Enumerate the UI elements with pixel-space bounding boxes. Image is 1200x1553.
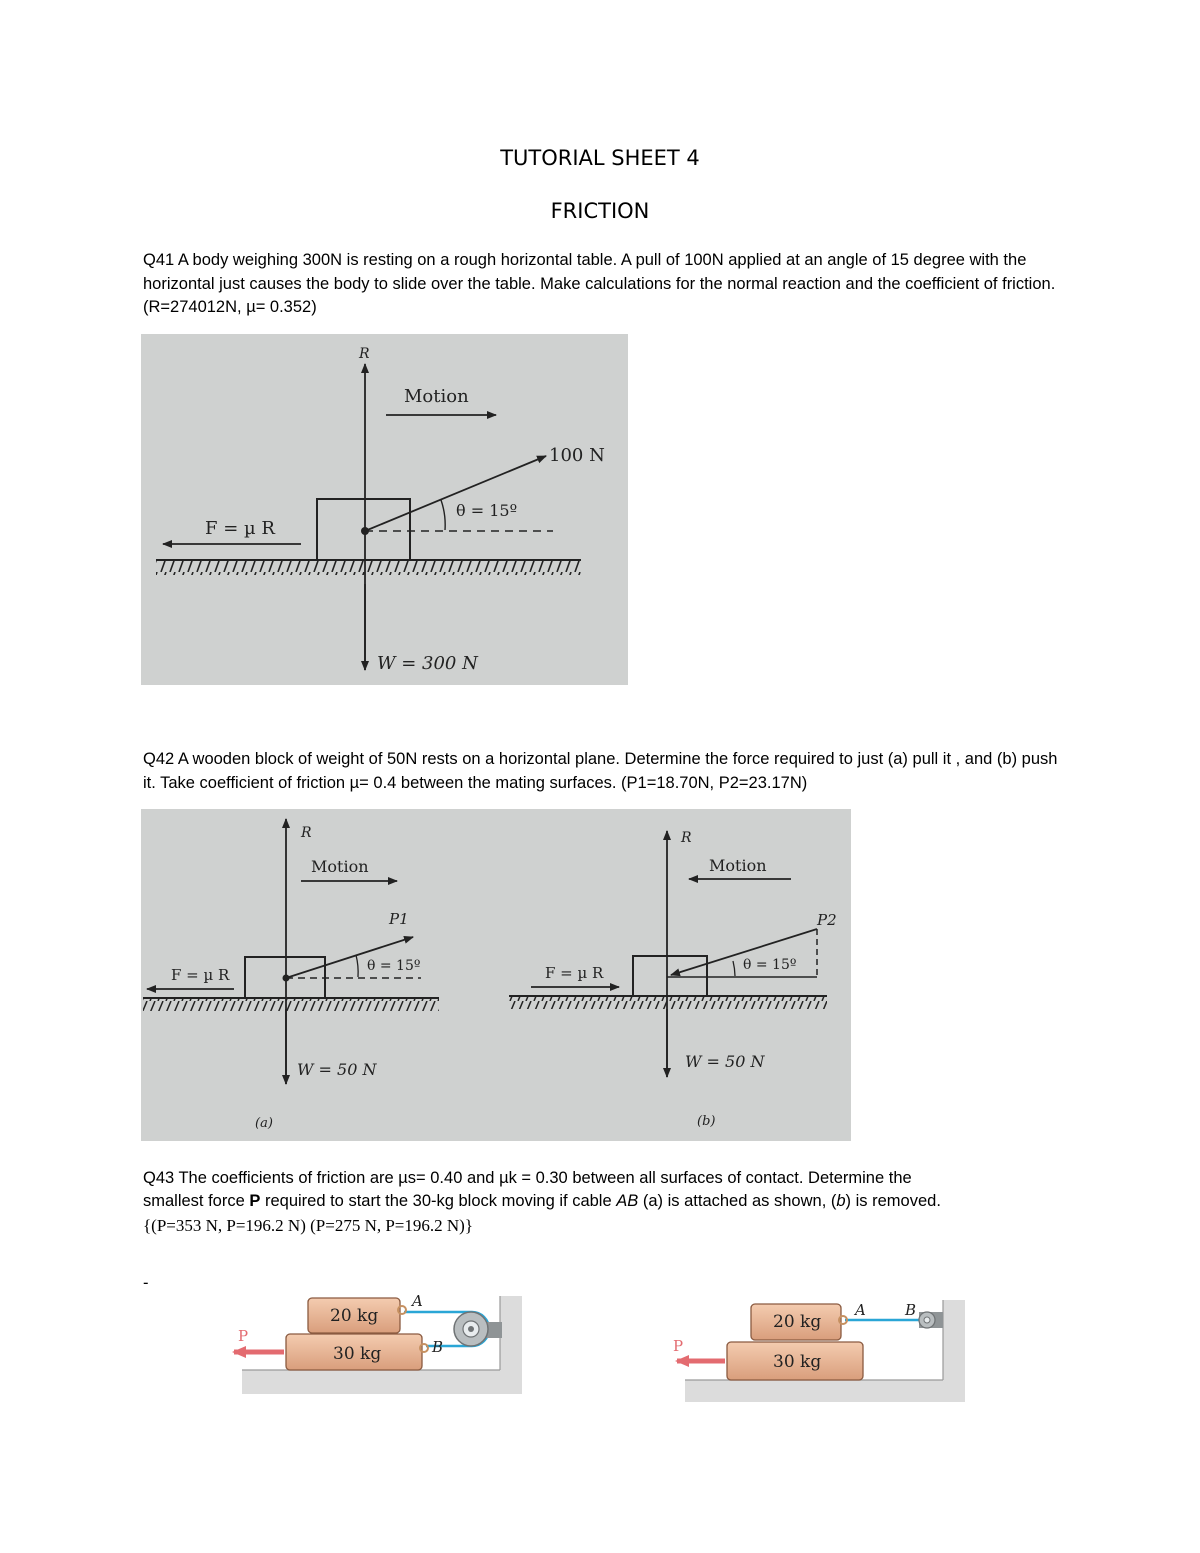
ground-hatch-a xyxy=(143,999,439,1011)
block-b xyxy=(633,956,707,996)
label-30kg-right: 30 kg xyxy=(773,1352,822,1372)
label-b-left: B xyxy=(432,1338,444,1356)
label-motion-b: Motion xyxy=(709,856,767,875)
label-weight-b: W = 50 N xyxy=(685,1052,765,1071)
caption-a: (a) xyxy=(255,1116,273,1131)
q42-figure xyxy=(141,809,851,1141)
caption-b: (b) xyxy=(697,1114,716,1129)
label-a-right: A xyxy=(855,1301,866,1319)
q43-figure-left xyxy=(232,1290,524,1396)
label-r-a: R xyxy=(301,825,312,841)
page-subtitle: FRICTION xyxy=(550,199,650,223)
angle-arc-b xyxy=(733,961,735,976)
q43-dash: - xyxy=(143,1274,149,1292)
label-r: R xyxy=(359,346,370,362)
floor-right xyxy=(685,1380,965,1402)
label-20kg-left: 20 kg xyxy=(330,1306,379,1326)
label-motion-a: Motion xyxy=(311,857,369,876)
q43-line2: smallest force P required to start the 30-kg block moving if cable AB (a) is attached as shown, (b) is removed. xyxy=(143,1192,941,1210)
angle-arc xyxy=(441,500,445,530)
ground-hatch-b xyxy=(509,997,827,1009)
label-friction-a: F = µ R xyxy=(171,966,230,984)
label-angle-b: θ = 15º xyxy=(743,957,797,973)
page-title: TUTORIAL SHEET 4 xyxy=(500,146,700,170)
label-p-right: P xyxy=(673,1337,684,1355)
q43-answer: {(P=353 N, P=196.2 N) (P=275 N, P=196.2 N)} xyxy=(143,1216,473,1235)
label-a-left: A xyxy=(412,1292,423,1310)
label-b-right: B xyxy=(905,1301,917,1319)
floor-left xyxy=(242,1370,522,1394)
label-friction: F = µ R xyxy=(205,518,275,539)
q41-figure xyxy=(141,334,628,685)
angle-arc-a xyxy=(356,955,358,977)
label-p-left: P xyxy=(238,1327,249,1345)
label-force-a: P1 xyxy=(389,910,409,928)
label-weight-a: W = 50 N xyxy=(297,1060,377,1079)
label-angle: θ = 15º xyxy=(456,501,518,520)
ground-hatch xyxy=(156,561,581,575)
label-motion: Motion xyxy=(404,386,469,407)
q43-figure-right xyxy=(673,1296,967,1402)
wall-right xyxy=(943,1300,965,1384)
q43-line1: Q43 The coefficients of friction are µs= 0.40 and µk = 0.30 between all surfaces of contact. Determine the xyxy=(143,1169,912,1187)
label-30kg-left: 30 kg xyxy=(333,1344,382,1364)
wall-left xyxy=(500,1296,522,1374)
label-force: 100 N xyxy=(549,445,605,466)
label-r-b: R xyxy=(681,830,692,846)
label-20kg-right: 20 kg xyxy=(773,1312,822,1332)
label-weight: W = 300 N xyxy=(377,653,478,674)
label-angle-a: θ = 15º xyxy=(367,958,421,974)
label-friction-b: F = µ R xyxy=(545,964,604,982)
q42-text: Q42 A wooden block of weight of 50N rests on a horizontal plane. Determine the force required to just (a) pull it , and (b) push it. Take coefficient of friction µ= 0.4 between the mating surfaces. (P1=18.70N, P2=23.17N) xyxy=(143,750,1058,792)
q41-text: Q41 A body weighing 300N is resting on a rough horizontal table. A pull of 100N applied at an angle of 15 degree with the horizontal just causes the body to slide over the table. Make calculations for the normal reaction and the coefficient of friction.(R=274012N, µ= 0.352) xyxy=(143,251,1056,316)
label-force-b: P2 xyxy=(817,911,837,929)
